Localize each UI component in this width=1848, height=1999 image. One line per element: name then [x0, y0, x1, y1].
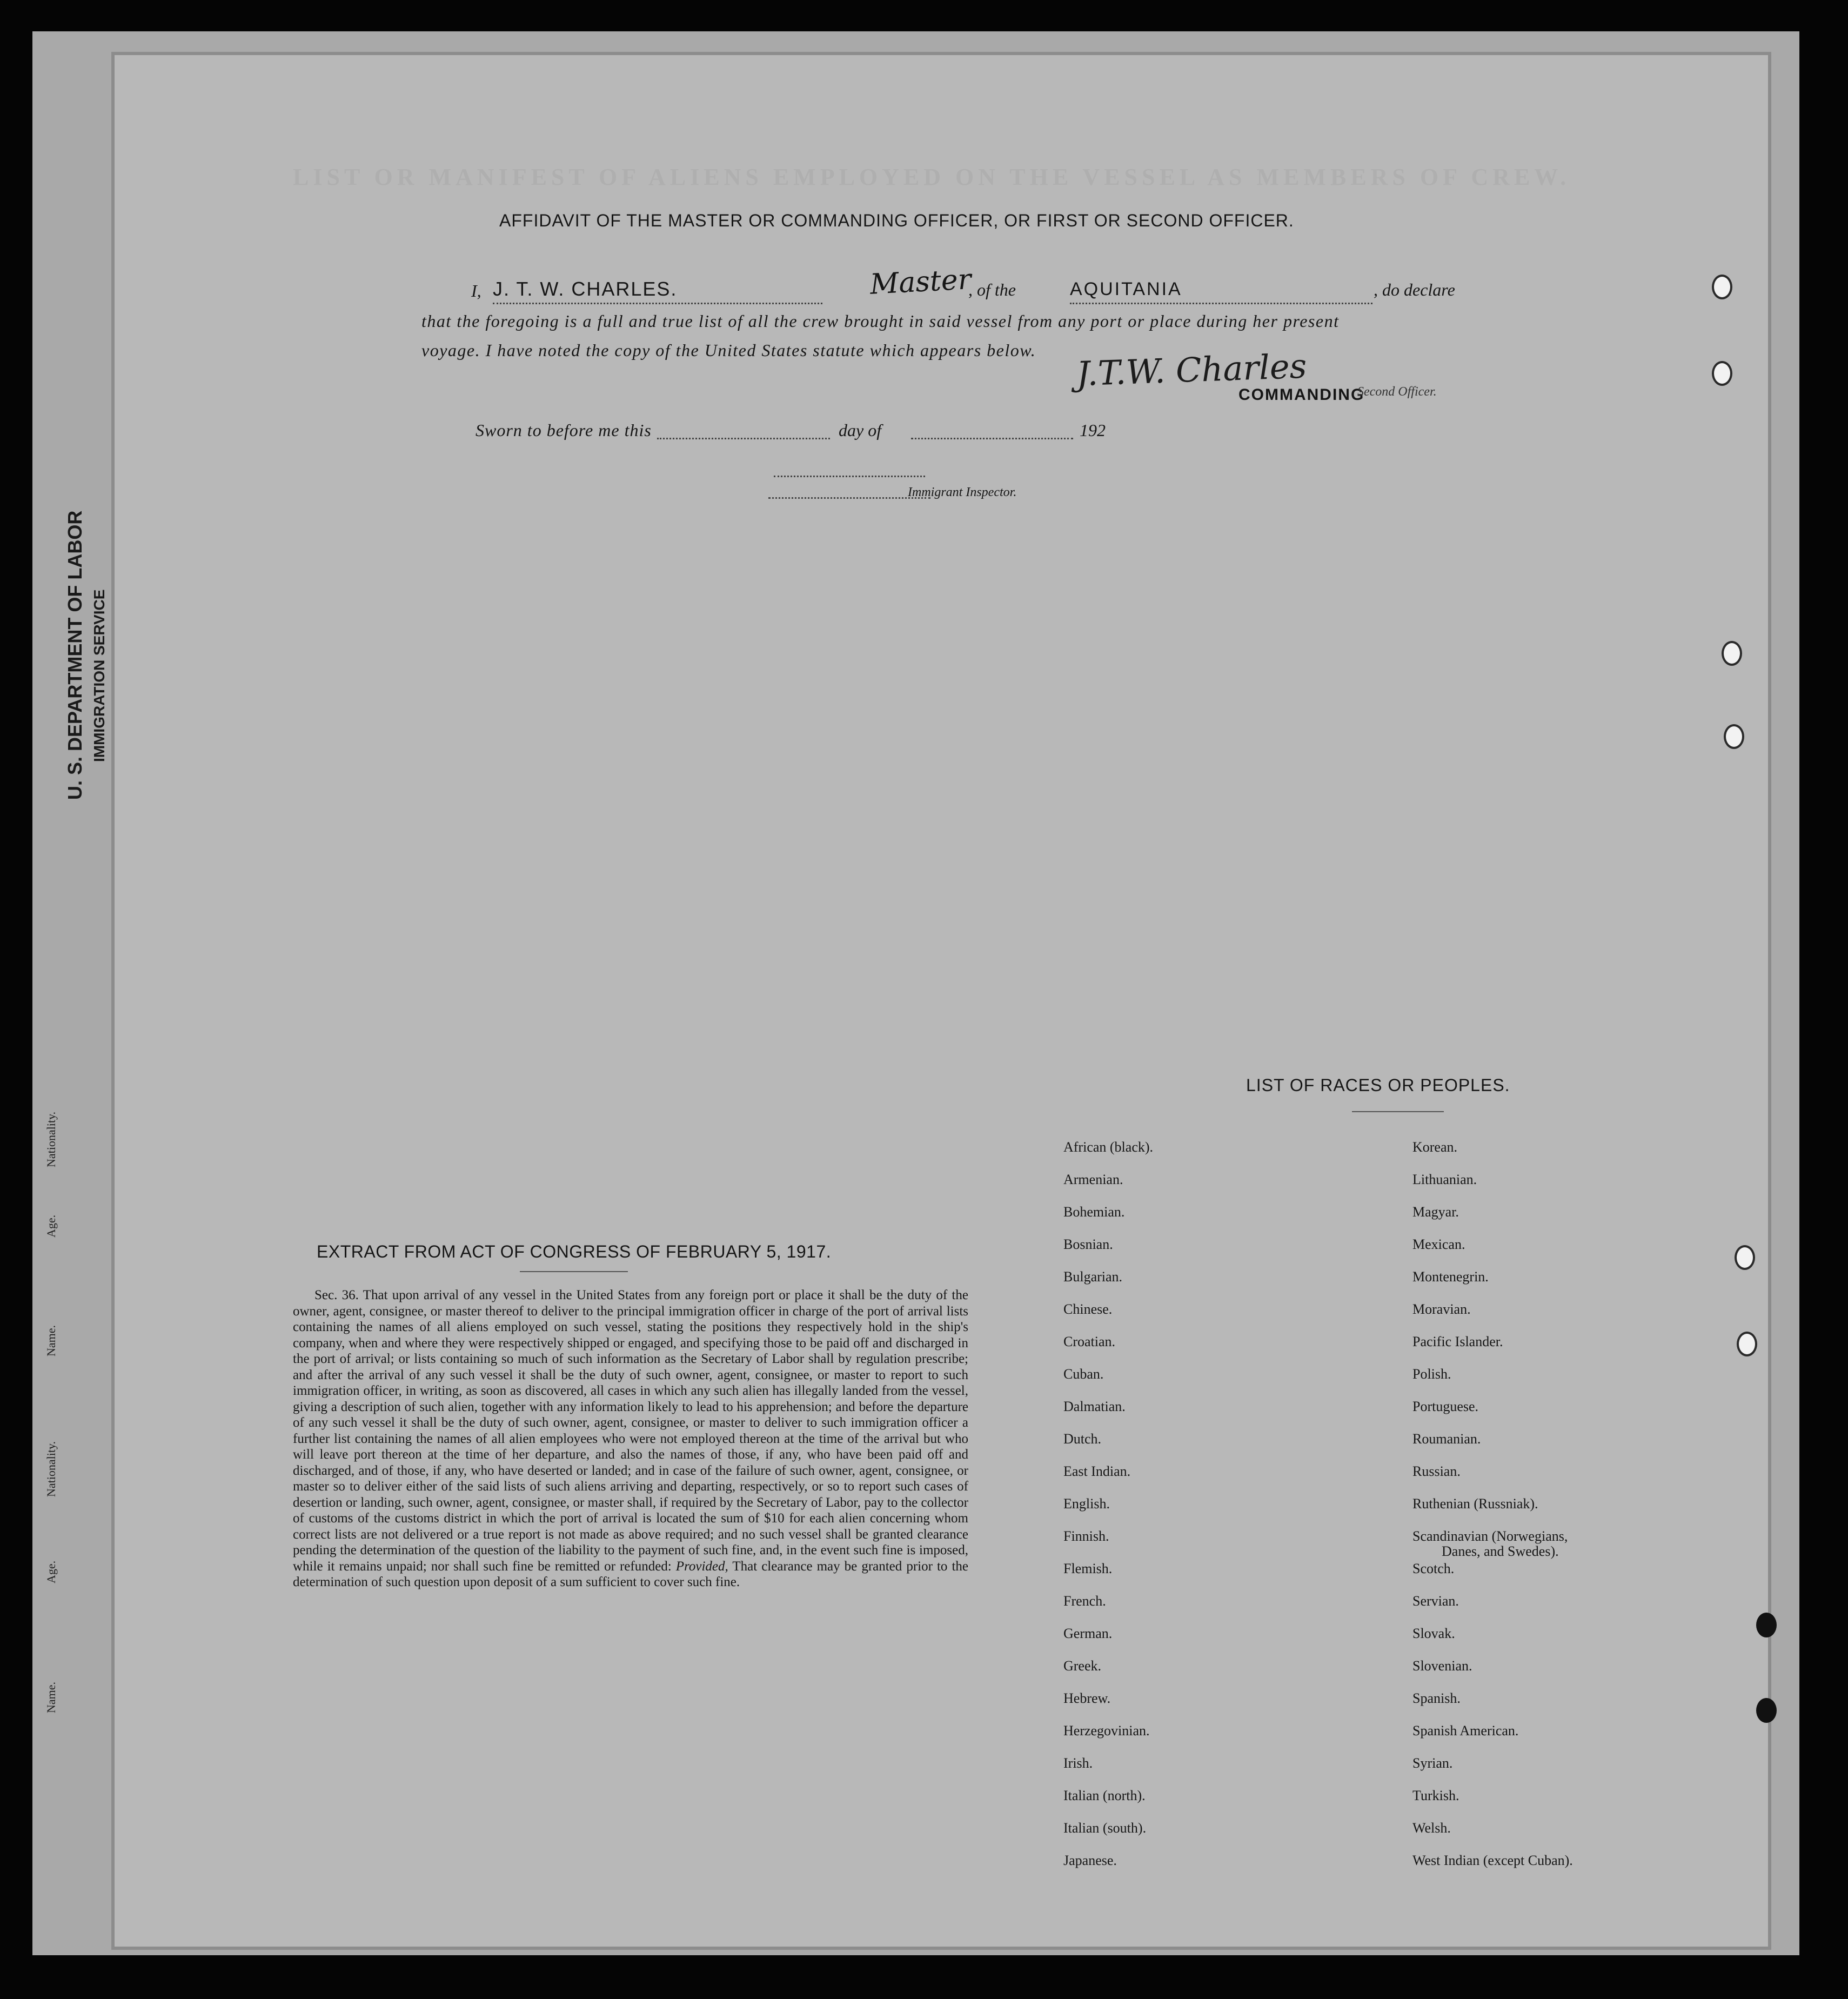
sworn-month-line	[911, 438, 1073, 439]
extract-title-rule	[520, 1271, 628, 1272]
department-stamp	[64, 511, 108, 800]
extract-text-part-2: That clearance may be granted prior to the determination of such question upon deposit of a sum sufficient to cover such fine.	[293, 1559, 968, 1589]
race-item: Irish.	[1063, 1755, 1093, 1771]
races-title-rule	[1352, 1111, 1444, 1112]
race-item: Ruthenian (Russniak).	[1412, 1496, 1538, 1512]
extract-paragraph	[293, 1287, 968, 1590]
race-item: French.	[1063, 1593, 1106, 1609]
race-item: Magyar.	[1412, 1204, 1459, 1220]
stub-label-age: Age.	[44, 1214, 58, 1238]
race-item: Polish.	[1412, 1366, 1451, 1382]
inspector-signature-line-2	[768, 497, 930, 499]
race-item: Hebrew.	[1063, 1690, 1111, 1706]
affidavit-line-2: that the foregoing is a full and true list of all the crew brought in said vessel from any port or place during her present	[421, 311, 1340, 331]
race-item: Spanish.	[1412, 1690, 1461, 1706]
binder-hole	[1756, 1613, 1777, 1637]
extract-body	[293, 1287, 968, 1590]
bleed-through-heading: LIST OR MANIFEST OF ALIENS EMPLOYED ON THE VESSEL AS MEMBERS OF CREW.	[293, 164, 1571, 190]
race-item: Scotch.	[1412, 1561, 1455, 1576]
race-item: Italian (south).	[1063, 1820, 1147, 1836]
department-stamp-line2: IMMIGRATION SERVICE	[91, 589, 108, 762]
race-item: Portuguese.	[1412, 1399, 1479, 1414]
section-label: Sec. 36.	[314, 1288, 359, 1302]
race-item: Montenegrin.	[1412, 1269, 1489, 1285]
binder-hole	[1735, 1245, 1755, 1270]
race-item: Dalmatian.	[1063, 1399, 1126, 1414]
inspector-label: Immigrant Inspector.	[908, 485, 1017, 499]
race-item: Korean.	[1412, 1139, 1458, 1155]
race-item: English.	[1063, 1496, 1110, 1512]
affidavit-title: AFFIDAVIT OF THE MASTER OR COMMANDING OFFICER, OR FIRST OR SECOND OFFICER.	[499, 211, 1294, 230]
rank-handwritten: Master	[869, 263, 972, 301]
binder-hole	[1737, 1332, 1757, 1356]
master-name: J. T. W. CHARLES.	[493, 278, 678, 300]
sworn-day-of: day of	[839, 420, 882, 440]
race-item: Spanish American.	[1412, 1723, 1519, 1739]
manifest-page	[115, 55, 1768, 1947]
of-the-label: , of the	[968, 280, 1016, 299]
race-item: Russian.	[1412, 1463, 1461, 1479]
race-item: Servian.	[1412, 1593, 1459, 1609]
stub-label-name-2: Name.	[44, 1681, 58, 1713]
officer-title-suffix: Second Officer.	[1357, 385, 1437, 399]
affidavit-line-3: voyage. I have noted the copy of the United States statute which appears below.	[421, 340, 1036, 360]
race-item: Mexican.	[1412, 1236, 1465, 1252]
race-item: German.	[1063, 1626, 1113, 1641]
race-item: Moravian.	[1412, 1301, 1471, 1317]
race-item: East Indian.	[1063, 1463, 1131, 1479]
race-item: Welsh.	[1412, 1820, 1451, 1836]
stub-label-name: Name.	[44, 1325, 58, 1356]
race-item: Lithuanian.	[1412, 1172, 1477, 1187]
race-item-continuation: Danes, and Swedes).	[1442, 1543, 1559, 1559]
race-item: Cuban.	[1063, 1366, 1104, 1382]
race-item: Bosnian.	[1063, 1236, 1113, 1252]
master-name-line	[493, 303, 822, 304]
do-declare-label: , do declare	[1374, 280, 1455, 299]
race-item: Slovenian.	[1412, 1658, 1472, 1674]
race-item: Dutch.	[1063, 1431, 1102, 1447]
binder-hole	[1712, 361, 1732, 386]
race-item: Syrian.	[1412, 1755, 1453, 1771]
sworn-year: 192	[1080, 420, 1106, 440]
race-item: Scandinavian (Norwegians,	[1412, 1528, 1568, 1544]
pronoun: I,	[471, 281, 481, 300]
extract-title: EXTRACT FROM ACT OF CONGRESS OF FEBRUARY 5, 1917.	[317, 1242, 832, 1261]
department-stamp-line1: U. S. DEPARTMENT OF LABOR	[64, 510, 86, 800]
stub-label-nationality-2: Nationality.	[44, 1441, 58, 1497]
race-item: Flemish.	[1063, 1561, 1113, 1576]
race-item: Finnish.	[1063, 1528, 1109, 1544]
race-item: Slovak.	[1412, 1626, 1455, 1641]
race-item: Japanese.	[1063, 1853, 1117, 1868]
stub-label-nationality: Nationality.	[44, 1111, 58, 1167]
race-item: Roumanian.	[1412, 1431, 1481, 1447]
sworn-day-line	[657, 438, 830, 439]
master-signature: J.T.W. Charles	[1075, 346, 1308, 394]
vessel-name-line	[1070, 303, 1372, 304]
sworn-prefix: Sworn to before me this	[476, 420, 652, 440]
inspector-signature-line	[774, 476, 925, 477]
race-item: Bohemian.	[1063, 1204, 1125, 1220]
races-title: LIST OF RACES OR PEOPLES.	[1246, 1075, 1510, 1095]
vessel-name: AQUITANIA	[1070, 279, 1182, 299]
binder-hole	[1724, 724, 1744, 749]
race-item: Herzegovinian.	[1063, 1723, 1150, 1739]
race-item: Greek.	[1063, 1658, 1102, 1674]
binder-hole	[1712, 275, 1732, 299]
race-item: African (black).	[1063, 1139, 1154, 1155]
race-item: Croatian.	[1063, 1334, 1116, 1349]
binder-hole	[1722, 641, 1742, 666]
race-item: West Indian (except Cuban).	[1412, 1853, 1573, 1868]
binder-hole	[1756, 1698, 1777, 1723]
race-item: Turkish.	[1412, 1788, 1459, 1803]
race-item: Italian (north).	[1063, 1788, 1146, 1803]
commanding-stamp: COMMANDING	[1238, 386, 1365, 404]
race-item: Bulgarian.	[1063, 1269, 1123, 1285]
race-item: Armenian.	[1063, 1172, 1123, 1187]
race-item: Chinese.	[1063, 1301, 1113, 1317]
race-item: Pacific Islander.	[1412, 1334, 1503, 1349]
provided-keyword: Provided,	[675, 1559, 728, 1574]
extract-text-part-1: That upon arrival of any vessel in the United States from any foreign port or place it shall be the duty of the owner, agent, consignee, or master thereof to deliver to the principal immigration officer in charge of the port of arrival lists containing the names of all aliens employed on such vessel, stating the positions they respectively hold in the ship's company, when and where they were respectively shipped or engaged, and specifying those to be paid off and discharged in the port of arrival; or lists containing so much of such information as the Secretary of Labor shall by regulation prescribe; and after the arrival of any such vessel it shall be the duty of such owner, agent, consignee, or master to report to such immigration officer, in writing, as soon as discovered, all cases in which any such alien has illegally landed from the vessel, giving a description of such alien, together with any information likely to lead to his apprehension; and before the departure of any such vessel it shall be the duty of such owner, agent, consignee, or master to deliver to such immigration officer a further list containing the names of all alien employees who were not employed thereon at the time of the arrival but who will leave port thereon at the time of her departure, and also the names of those, if any, who have been paid off and discharged, and of those, if any, who have deserted or landed; and in case of the failure of such owner, agent, consignee, or master so to deliver either of the said lists of such aliens arriving and departing, respectively, or so to report such cases of desertion or landing, such owner, agent, consignee, or master shall, if required by the Secretary of Labor, pay to the collector of customs of the customs district in which the port of arrival is located the sum of $10 for each alien concerning whom correct lists are not delivered or a true report is not made as above required; and no such vessel shall be granted clearance pending the determination of the question of the liability to the payment of such fine, and, in the event such fine is imposed, while it remains unpaid; nor shall such fine be remitted or refunded:	[293, 1288, 968, 1574]
stub-label-age-2: Age.	[44, 1560, 58, 1583]
